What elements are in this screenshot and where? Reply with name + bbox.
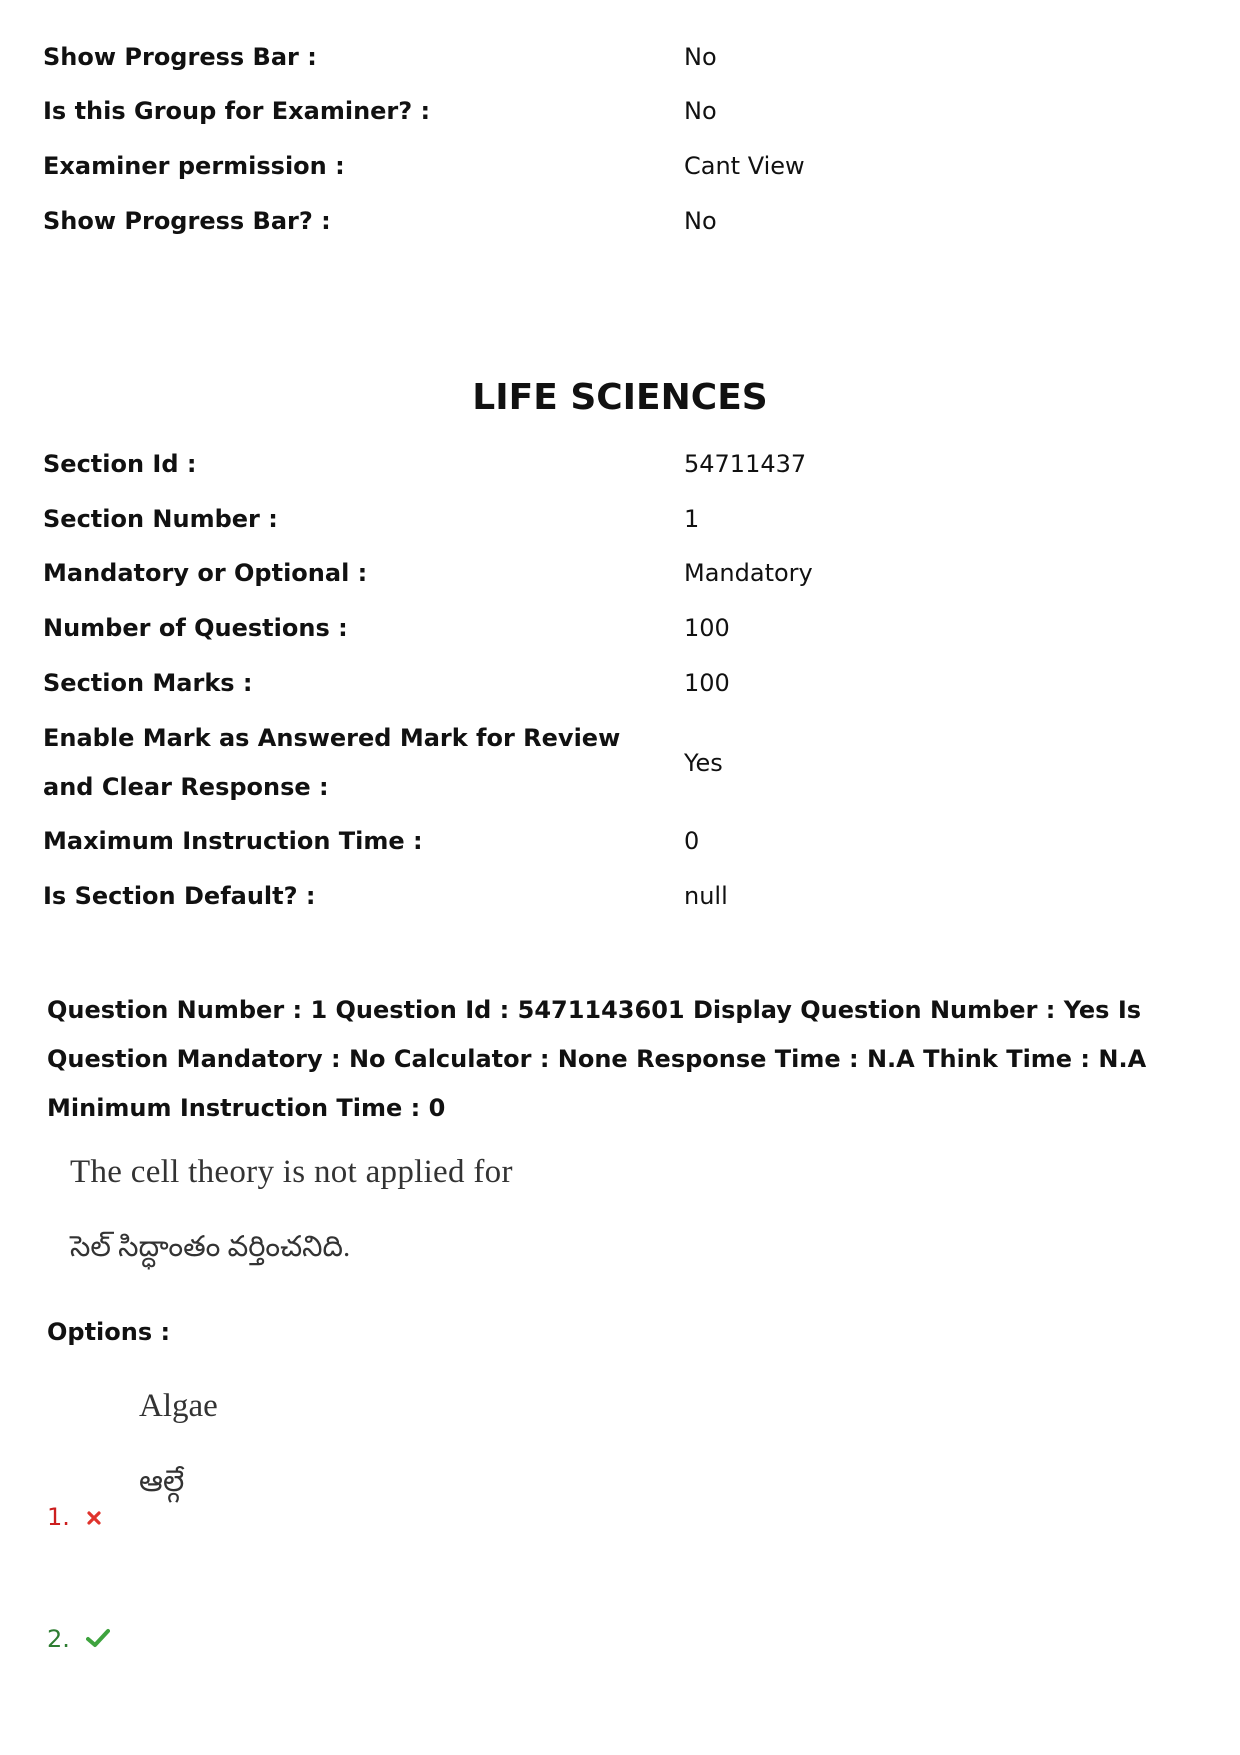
setting-label: Show Progress Bar : (43, 43, 317, 71)
option-1-content (139, 1384, 218, 1504)
question-text-telugu: సెల్ సిద్ధాంతం వర్తించనిది. (70, 1231, 351, 1263)
cross-icon (86, 1498, 102, 1538)
setting-label: Examiner permission : (43, 152, 345, 180)
section-field-label: Section Marks : (43, 669, 253, 697)
setting-label: Show Progress Bar? : (43, 207, 331, 235)
section-field-value: 100 (684, 669, 730, 697)
section-field-label: Section Number : (43, 505, 278, 533)
option-1-marker (47, 1497, 102, 1538)
section-field-label: Section Id : (43, 450, 197, 478)
setting-label: Is this Group for Examiner? : (43, 97, 431, 125)
setting-value: No (684, 207, 717, 235)
section-field-value: 54711437 (684, 450, 807, 478)
option-1-text-telugu: ఆల్గే (139, 1465, 185, 1498)
section-field-label: Mandatory or Optional : (43, 559, 368, 587)
options-label: Options : (47, 1318, 171, 1346)
section-field-value: 0 (684, 827, 700, 855)
section-field-label: Maximum Instruction Time : (43, 827, 423, 855)
setting-value: Cant View (684, 152, 805, 180)
question-text (70, 1150, 513, 1267)
question-text-english: The cell theory is not applied for (70, 1154, 513, 1190)
setting-value: No (684, 97, 717, 125)
option-1-number: 1. (47, 1503, 70, 1531)
check-icon (86, 1620, 110, 1660)
section-title: LIFE SCIENCES (472, 377, 768, 418)
section-field-value: 100 (684, 614, 730, 642)
option-2-marker (47, 1619, 110, 1660)
question-meta: Question Number : 1 Question Id : 5471143601 Display Question Number : Yes Is Question Mandatory : No Calculator : None Response Time : N.A Think Time : N.A Minimum Instruction Time : 0 (47, 996, 1147, 1122)
option-2-number: 2. (47, 1625, 70, 1653)
section-field-value: null (684, 882, 728, 910)
option-1-text-english: Algae (139, 1388, 218, 1424)
section-field-value: Yes (684, 749, 723, 777)
section-field-value: 1 (684, 505, 700, 533)
section-field-label: Enable Mark as Answered Mark for Review and Clear Response : (43, 724, 621, 801)
section-field-label: Number of Questions : (43, 614, 348, 642)
setting-value: No (684, 43, 717, 71)
section-field-label: Is Section Default? : (43, 882, 316, 910)
section-field-value: Mandatory (684, 559, 813, 587)
